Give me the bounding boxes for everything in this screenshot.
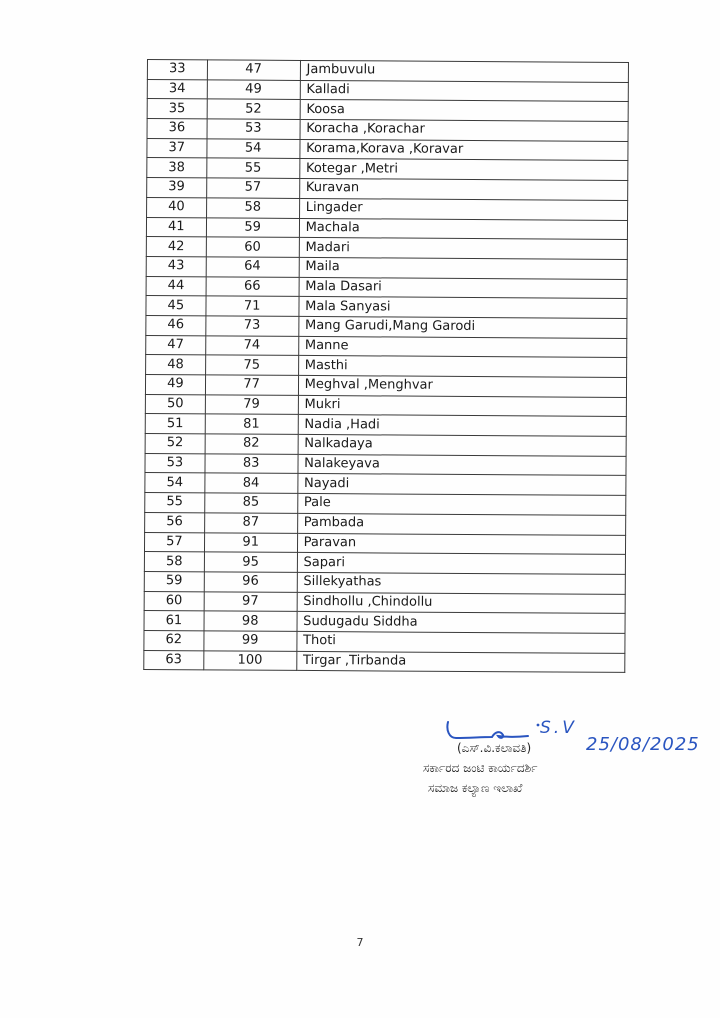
code-number-cell: 85 [204,493,297,513]
serial-number-cell: 40 [147,197,207,217]
serial-number-cell: 52 [145,434,205,454]
signature-date: 25/08/2025 [586,734,700,755]
signatory-department: ಸಮಾಜ ಕಲ್ಯಾಣ ಇಲಾಖೆ [428,781,523,795]
code-number-cell: 49 [207,80,300,100]
serial-number-cell: 48 [146,355,206,375]
code-number-cell: 82 [205,434,298,454]
page-number: 7 [356,936,364,949]
caste-list-table [143,59,629,673]
caste-name-cell: Mang Garudi,Mang Garodi [298,316,626,338]
code-number-cell: 53 [207,119,300,139]
caste-name-cell: Pambada [297,513,625,535]
serial-number-cell: 42 [146,237,206,257]
signatory-designation: ಸರ್ಕಾರದ ಜಂಟಿ ಕಾರ್ಯದರ್ಶಿ [423,761,538,775]
serial-number-cell: 55 [145,493,205,513]
code-number-cell: 96 [204,572,297,592]
serial-number-cell: 57 [144,532,204,552]
serial-number-cell: 38 [147,158,207,178]
serial-number-cell: 50 [145,394,205,414]
serial-number-cell: 47 [146,335,206,355]
caste-name-cell: Maila [299,257,627,279]
code-number-cell: 58 [206,198,299,218]
serial-number-cell: 61 [144,611,204,631]
caste-name-cell: Meghval ,Menghvar [298,375,626,397]
code-number-cell: 66 [206,276,299,296]
caste-name-cell: Nayadi [297,474,625,496]
code-number-cell: 91 [204,532,297,552]
code-number-cell: 57 [206,178,299,198]
serial-number-cell: 62 [144,630,204,650]
caste-name-cell: Sindhollu ,Chindollu [297,592,625,614]
caste-name-cell: Kuravan [299,179,627,201]
code-number-cell: 64 [206,257,299,277]
serial-number-cell: 51 [145,414,205,434]
caste-name-cell: Korama,Korava ,Koravar [300,139,628,161]
caste-name-cell: Nalakeyava [298,454,626,476]
caste-name-cell: Machala [299,218,627,240]
code-number-cell: 73 [206,316,299,336]
serial-number-cell: 63 [144,650,204,670]
code-number-cell: 75 [205,355,298,375]
code-number-cell: 77 [205,375,298,395]
serial-number-cell: 41 [146,217,206,237]
code-number-cell: 54 [207,139,300,159]
code-number-cell: 55 [206,158,299,178]
caste-name-cell: Jambuvulu [300,60,628,82]
code-number-cell: 74 [205,335,298,355]
code-number-cell: 98 [204,611,297,631]
serial-number-cell: 44 [146,276,206,296]
caste-name-cell: Nadia ,Hadi [298,415,626,437]
serial-number-cell: 37 [147,138,207,158]
serial-number-cell: 35 [147,99,207,119]
caste-name-cell: Koosa [300,100,628,122]
serial-number-cell: 58 [144,552,204,572]
code-number-cell: 84 [205,473,298,493]
code-number-cell: 59 [206,217,299,237]
caste-name-cell: Manne [298,336,626,358]
code-number-cell: 47 [207,60,300,80]
caste-name-cell: Sillekyathas [297,572,625,594]
code-number-cell: 95 [204,552,297,572]
code-number-cell: 87 [204,513,297,533]
signature-initials: S.V [540,718,577,738]
serial-number-cell: 53 [145,453,205,473]
serial-number-cell: 36 [147,119,207,139]
table-row [144,650,625,673]
serial-number-cell: 56 [145,512,205,532]
serial-number-cell: 46 [146,315,206,335]
code-number-cell: 99 [204,631,297,651]
caste-name-cell: Nalkadaya [298,434,626,456]
caste-name-cell: Sudugadu Siddha [297,612,625,634]
caste-name-cell: Kalladi [300,80,628,102]
caste-name-cell: Mala Dasari [299,277,627,299]
caste-name-cell: Mukri [298,395,626,417]
caste-name-cell: Lingader [299,198,627,220]
caste-name-cell: Paravan [297,533,625,555]
serial-number-cell: 39 [147,178,207,198]
serial-number-cell: 54 [145,473,205,493]
code-number-cell: 100 [203,650,296,670]
caste-name-cell: Koracha ,Korachar [300,119,628,141]
serial-number-cell: 49 [145,374,205,394]
caste-name-cell: Thoti [297,631,625,653]
code-number-cell: 52 [207,99,300,119]
caste-name-cell: Sapari [297,553,625,575]
code-number-cell: 81 [205,414,298,434]
caste-name-cell: Mala Sanyasi [299,297,627,319]
serial-number-cell: 34 [147,79,207,99]
table-body [144,60,629,673]
serial-number-cell: 33 [147,60,207,80]
code-number-cell: 97 [204,591,297,611]
caste-name-cell: Madari [299,238,627,260]
caste-name-cell: Pale [297,494,625,516]
serial-number-cell: 59 [144,571,204,591]
code-number-cell: 83 [205,454,298,474]
caste-name-cell: Tirgar ,Tirbanda [296,651,624,673]
signatory-name: (ಎಸ್.ವಿ.ಕಲಾವತಿ) [457,741,532,755]
caste-name-cell: Masthi [298,356,626,378]
serial-number-cell: 45 [146,296,206,316]
serial-number-cell: 60 [144,591,204,611]
code-number-cell: 79 [205,395,298,415]
code-number-cell: 71 [206,296,299,316]
caste-name-cell: Kotegar ,Metri [299,159,627,181]
serial-number-cell: 43 [146,256,206,276]
code-number-cell: 60 [206,237,299,257]
